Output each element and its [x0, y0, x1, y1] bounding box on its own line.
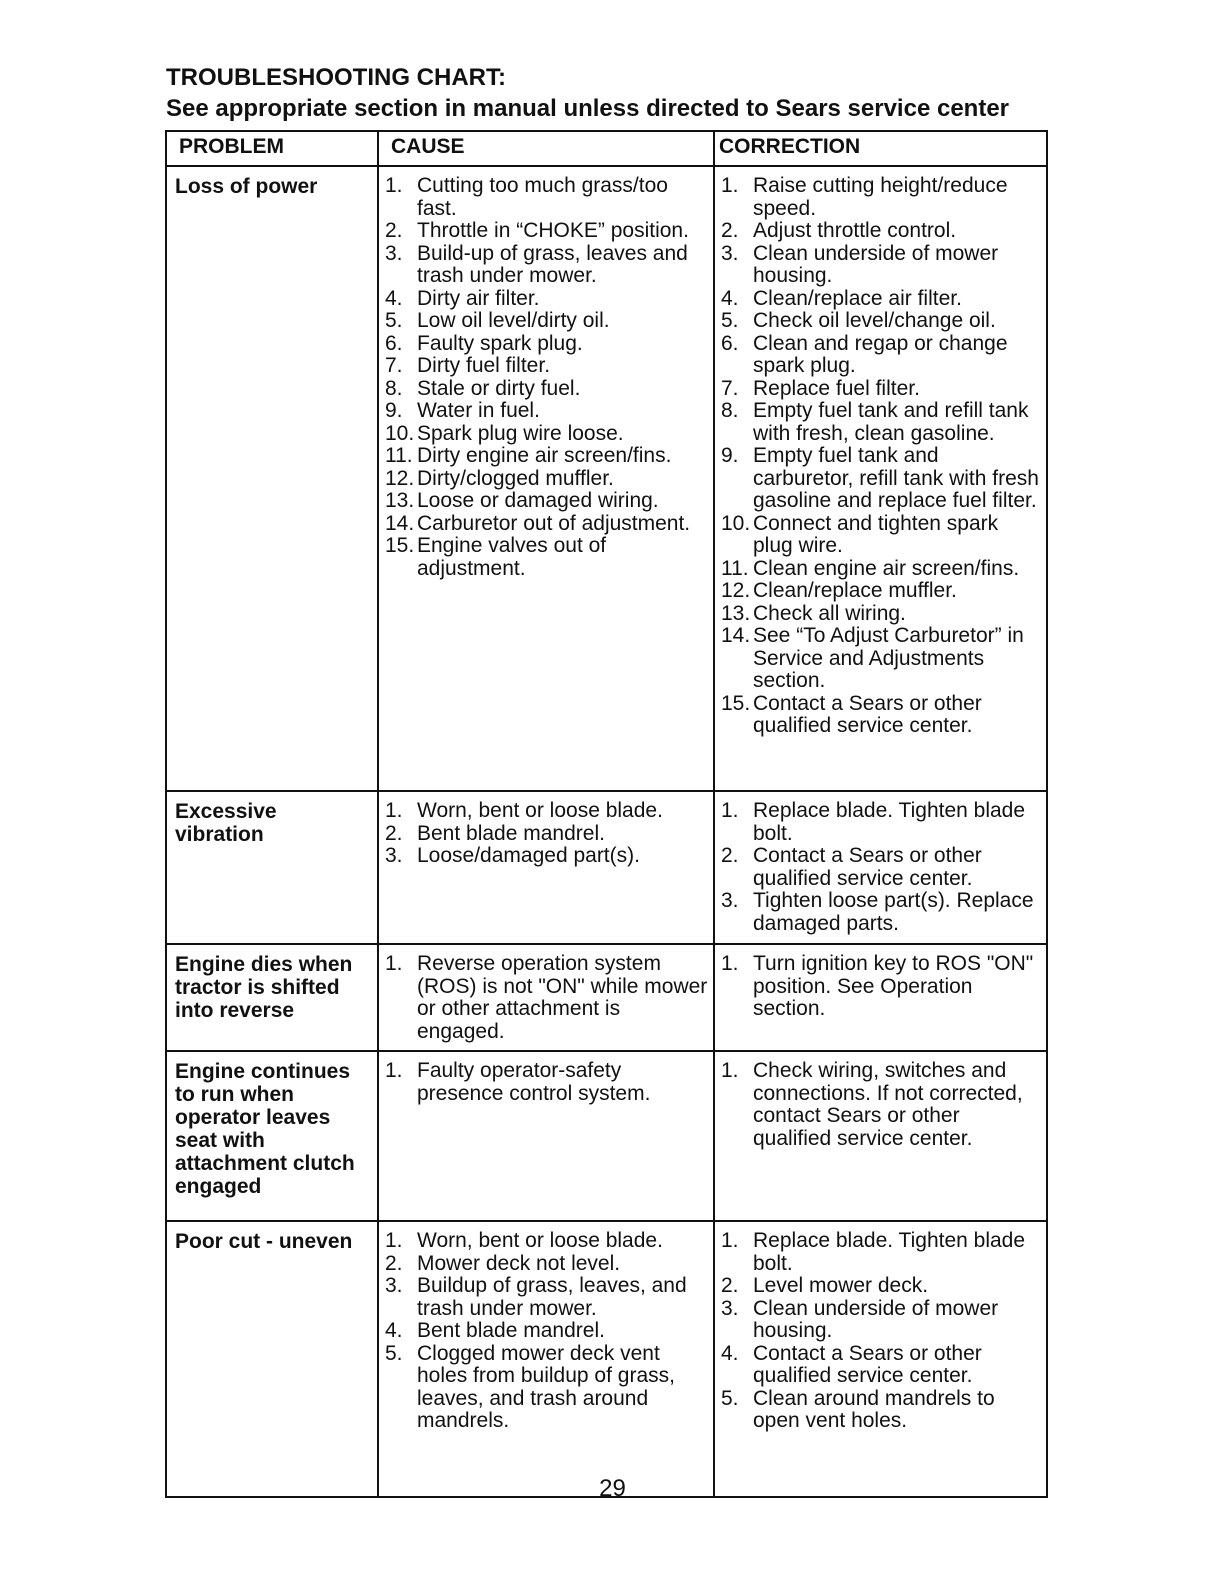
list-item	[385, 333, 709, 356]
list-item	[385, 1320, 709, 1343]
item-number: 14.	[385, 511, 415, 535]
item-text: Worn, bent or loose blade.	[417, 799, 663, 822]
list-item	[721, 580, 1042, 603]
list-item	[721, 310, 1042, 333]
problem-cell: Engine continues to run when operator leaves seat with attachment clutch engaged	[166, 1051, 378, 1221]
item-number: 5.	[721, 1386, 739, 1410]
list-item	[385, 1230, 709, 1253]
list-item	[721, 513, 1042, 558]
list-item	[721, 1298, 1042, 1343]
item-number: 1.	[385, 952, 403, 975]
item-number: 14.	[721, 624, 751, 647]
correction-cell	[714, 944, 1047, 1051]
item-number: 3.	[721, 241, 739, 265]
item-text: Low oil level/dirty oil.	[417, 309, 610, 332]
item-number: 3.	[385, 844, 403, 867]
cause-list	[385, 1060, 709, 1105]
item-text: Turn ignition key to ROS "ON" position. See Operation section.	[753, 952, 1034, 1020]
item-number: 10.	[385, 421, 415, 445]
item-number: 1.	[385, 1229, 403, 1252]
item-number: 10.	[721, 511, 751, 535]
list-item	[721, 445, 1042, 513]
cause-list	[385, 175, 709, 580]
item-text: Check wiring, switches and connections. If not corrected, contact Sears or other qualified service center.	[753, 1059, 1023, 1150]
item-number: 3.	[721, 889, 739, 912]
list-item	[721, 378, 1042, 401]
item-number: 2.	[721, 844, 739, 867]
item-number: 11.	[721, 556, 749, 580]
cause-cell	[378, 944, 714, 1051]
item-text: Dirty engine air screen/fins.	[417, 444, 672, 467]
item-text: Bent blade mandrel.	[417, 1319, 605, 1342]
column-header-problem: PROBLEM	[166, 131, 378, 166]
item-text: Build-up of grass, leaves and trash under mower.	[417, 241, 688, 287]
list-item	[385, 800, 709, 823]
list-item	[385, 953, 709, 1043]
item-number: 1.	[721, 1229, 739, 1252]
list-item	[721, 603, 1042, 626]
item-number: 1.	[721, 174, 739, 197]
table-row	[166, 166, 1047, 791]
cause-cell	[378, 791, 714, 944]
list-item	[721, 558, 1042, 581]
list-item	[385, 468, 709, 491]
item-text: Throttle in “CHOKE” position.	[417, 219, 689, 242]
item-text: Replace fuel filter.	[753, 376, 920, 400]
item-text: Clean underside of mower housing.	[753, 241, 999, 287]
problem-cell: Poor cut - uneven	[166, 1221, 378, 1497]
item-text: Connect and tighten spark plug wire.	[753, 511, 999, 557]
correction-cell	[714, 166, 1047, 791]
list-item	[721, 175, 1042, 220]
troubleshooting-table	[165, 130, 1048, 1498]
item-number: 11.	[385, 444, 413, 467]
correction-list	[721, 1230, 1042, 1433]
item-text: Carburetor out of adjustment.	[417, 511, 691, 535]
list-item	[385, 378, 709, 401]
page-number: 29	[599, 1475, 626, 1502]
item-text: Clean/replace muffler.	[753, 579, 957, 602]
list-item	[385, 220, 709, 243]
list-item	[385, 423, 709, 446]
list-item	[385, 310, 709, 333]
correction-list	[721, 800, 1042, 935]
item-number: 6.	[721, 331, 739, 355]
item-number: 5.	[721, 309, 739, 332]
correction-cell	[714, 791, 1047, 944]
item-number: 9.	[721, 444, 739, 467]
list-item	[721, 953, 1042, 1021]
table-row	[166, 1221, 1047, 1497]
item-text: Adjust throttle control.	[753, 219, 957, 242]
correction-list	[721, 175, 1042, 738]
item-number: 2.	[385, 821, 403, 845]
correction-cell	[714, 1221, 1047, 1497]
cause-list	[385, 1230, 709, 1433]
correction-cell	[714, 1051, 1047, 1221]
item-number: 3.	[385, 1274, 403, 1297]
item-text: See “To Adjust Carburetor” in Service and Adjustments section.	[753, 624, 1024, 692]
list-item	[385, 513, 709, 536]
item-text: Mower deck not level.	[417, 1251, 621, 1275]
item-text: Dirty fuel filter.	[417, 354, 551, 377]
item-text: Check all wiring.	[753, 601, 906, 625]
item-number: 4.	[385, 1319, 403, 1342]
list-item	[721, 800, 1042, 845]
item-number: 2.	[721, 219, 739, 242]
list-item	[385, 445, 709, 468]
item-text: Raise cutting height/reduce speed.	[753, 174, 1008, 220]
list-item	[721, 625, 1042, 693]
table-header-row	[166, 131, 1047, 166]
column-header-cause: CAUSE	[378, 131, 714, 166]
item-number: 13.	[721, 601, 751, 625]
list-item	[721, 693, 1042, 738]
item-text: Clean around mandrels to open vent holes.	[753, 1386, 995, 1432]
item-number: 15.	[385, 534, 415, 557]
item-number: 8.	[721, 399, 739, 422]
list-item	[385, 823, 709, 846]
list-item	[721, 845, 1042, 890]
item-number: 12.	[385, 466, 415, 490]
item-text: Check oil level/change oil.	[753, 309, 996, 332]
item-number: 3.	[721, 1296, 739, 1320]
list-item	[385, 490, 709, 513]
item-number: 1.	[721, 1059, 739, 1082]
list-item	[721, 1230, 1042, 1275]
cause-cell	[378, 1051, 714, 1221]
item-number: 4.	[721, 1341, 739, 1365]
item-number: 2.	[385, 1251, 403, 1275]
item-text: Dirty/clogged muffler.	[417, 466, 614, 490]
item-text: Contact a Sears or other qualified service center.	[753, 691, 982, 737]
table-body	[166, 166, 1047, 1497]
table-row	[166, 791, 1047, 944]
item-text: Loose/damaged part(s).	[417, 844, 640, 867]
item-text: Empty fuel tank and carburetor, refill tank with fresh gasoline and replace fuel filter.	[753, 444, 1039, 512]
item-number: 3.	[385, 241, 403, 265]
item-text: Clean and regap or change spark plug.	[753, 331, 1008, 377]
item-number: 2.	[721, 1274, 739, 1297]
item-text: Water in fuel.	[417, 399, 540, 422]
item-number: 1.	[385, 174, 403, 197]
list-item	[385, 1343, 709, 1433]
item-number: 13.	[385, 489, 415, 512]
item-text: Replace blade. Tighten blade bolt.	[753, 1229, 1026, 1275]
list-item	[721, 1388, 1042, 1433]
item-number: 6.	[385, 331, 403, 355]
item-number: 1.	[721, 952, 739, 975]
list-item	[385, 1253, 709, 1276]
table-row	[166, 1051, 1047, 1221]
list-item	[385, 535, 709, 580]
cause-list	[385, 800, 709, 868]
item-number: 1.	[385, 799, 403, 822]
list-item	[385, 243, 709, 288]
column-header-correction: CORRECTION	[714, 131, 1047, 166]
correction-list	[721, 1060, 1042, 1150]
item-text: Clean underside of mower housing.	[753, 1296, 999, 1342]
item-number: 5.	[385, 309, 403, 332]
item-number: 1.	[385, 1059, 403, 1082]
problem-cell: Loss of power	[166, 166, 378, 791]
item-text: Stale or dirty fuel.	[417, 376, 581, 400]
item-text: Buildup of grass, leaves, and trash under mower.	[417, 1274, 687, 1320]
problem-cell: Engine dies when tractor is shifted into reverse	[166, 944, 378, 1051]
list-item	[721, 288, 1042, 311]
item-number: 5.	[385, 1341, 403, 1365]
item-number: 2.	[385, 219, 403, 242]
item-text: Contact a Sears or other qualified service center.	[753, 1341, 982, 1387]
list-item	[721, 333, 1042, 378]
item-text: Tighten loose part(s). Replace damaged parts.	[753, 889, 1034, 935]
correction-list	[721, 953, 1042, 1021]
table-row	[166, 944, 1047, 1051]
item-number: 4.	[385, 286, 403, 310]
list-item	[385, 400, 709, 423]
cause-cell	[378, 1221, 714, 1497]
list-item	[721, 1343, 1042, 1388]
problem-cell: Excessive vibration	[166, 791, 378, 944]
list-item	[721, 890, 1042, 935]
item-text: Bent blade mandrel.	[417, 821, 605, 845]
item-text: Dirty air filter.	[417, 286, 540, 310]
item-number: 15.	[721, 691, 751, 715]
page-title: TROUBLESHOOTING CHART:	[166, 64, 506, 91]
list-item	[721, 243, 1042, 288]
list-item	[385, 1275, 709, 1320]
item-text: Clean engine air screen/fins.	[753, 556, 1020, 580]
list-item	[385, 845, 709, 868]
item-number: 12.	[721, 579, 751, 602]
list-item	[385, 355, 709, 378]
item-text: Engine valves out of adjustment.	[417, 534, 607, 580]
item-number: 7.	[721, 376, 739, 400]
item-text: Faulty spark plug.	[417, 331, 583, 355]
list-item	[721, 1275, 1042, 1298]
cause-list	[385, 953, 709, 1043]
item-text: Replace blade. Tighten blade bolt.	[753, 799, 1026, 845]
list-item	[721, 400, 1042, 445]
list-item	[721, 1060, 1042, 1150]
list-item	[385, 288, 709, 311]
list-item	[385, 1060, 709, 1105]
list-item	[721, 220, 1042, 243]
item-number: 9.	[385, 399, 403, 422]
item-text: Cutting too much grass/too fast.	[417, 174, 668, 220]
item-text: Clogged mower deck vent holes from buildup of grass, leaves, and trash around mandrels.	[417, 1341, 675, 1432]
list-item	[385, 175, 709, 220]
item-text: Empty fuel tank and refill tank with fresh, clean gasoline.	[753, 399, 1029, 445]
item-text: Contact a Sears or other qualified service center.	[753, 844, 982, 890]
cause-cell	[378, 166, 714, 791]
item-number: 4.	[721, 286, 739, 310]
item-text: Reverse operation system (ROS) is not "ON" while mower or other attachment is engaged.	[417, 952, 708, 1043]
page-subtitle: See appropriate section in manual unless directed to Sears service center	[166, 95, 1009, 122]
item-text: Clean/replace air filter.	[753, 286, 962, 310]
item-number: 7.	[385, 354, 403, 377]
item-text: Faulty operator-safety presence control system.	[417, 1059, 651, 1105]
item-number: 1.	[721, 799, 739, 822]
item-text: Loose or damaged wiring.	[417, 489, 659, 512]
item-text: Level mower deck.	[753, 1274, 929, 1297]
item-number: 8.	[385, 376, 403, 400]
item-text: Spark plug wire loose.	[417, 421, 624, 445]
item-text: Worn, bent or loose blade.	[417, 1229, 663, 1252]
